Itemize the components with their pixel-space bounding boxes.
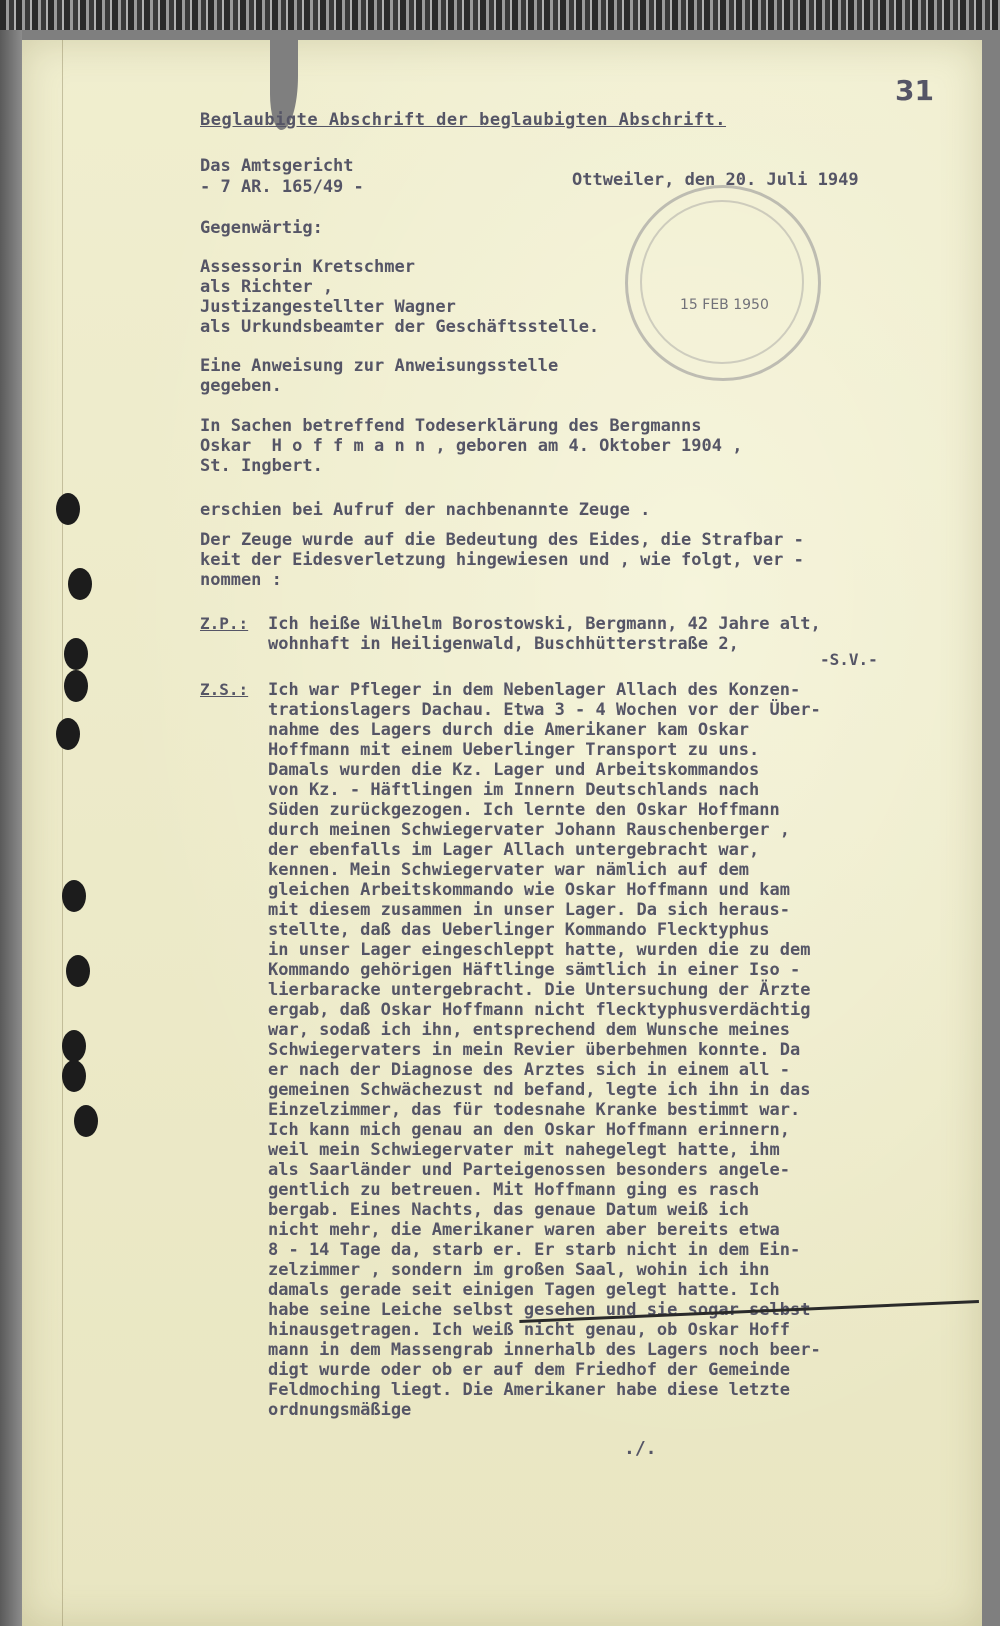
- punch-hole: [56, 493, 80, 525]
- clerk-name: Justizangestellter Wagner: [200, 297, 456, 317]
- punch-hole: [62, 1060, 86, 1092]
- judge-name: Assessorin Kretschmer: [200, 257, 415, 277]
- scan-side-border: [0, 30, 22, 1626]
- punch-hole: [64, 670, 88, 702]
- zs-marker: Z.S.:: [200, 680, 249, 699]
- received-stamp-ring: [640, 200, 804, 364]
- place-date: Ottweiler, den 20. Juli 1949: [572, 170, 859, 190]
- punch-hole: [64, 638, 88, 670]
- oath-text: Der Zeuge wurde auf die Bedeutung des Eides, die Strafbar - keit der Eidesverletzung hingewiesen und , wie folgt, ver - nommen :: [200, 530, 804, 590]
- present-label: Gegenwärtig:: [200, 218, 323, 238]
- statement: [200, 680, 821, 1420]
- page-number: 31: [895, 74, 934, 107]
- court-name: Das Amtsgericht: [200, 156, 354, 176]
- appearance-text: erschien bei Aufruf der nachbenannte Zeuge .: [200, 500, 651, 520]
- punch-hole: [74, 1105, 98, 1137]
- punch-hole: [62, 880, 86, 912]
- officials-block: [200, 257, 599, 337]
- witness-testimony: [200, 614, 821, 1420]
- clerk-role: als Urkundsbeamter der Geschäftsstelle.: [200, 317, 600, 337]
- personal-details: [200, 614, 821, 654]
- judge-role: als Richter ,: [200, 277, 334, 297]
- page-fold-line: [62, 40, 63, 1626]
- sv-mark: -S.V.-: [820, 650, 878, 669]
- punch-hole: [66, 955, 90, 987]
- film-strip-border: [0, 0, 1000, 30]
- punch-hole: [62, 1030, 86, 1062]
- instruction-text: Eine Anweisung zur Anweisungsstelle gegeben.: [200, 356, 559, 396]
- personal-details-text: Ich heiße Wilhelm Borostowski, Bergmann, 42 Jahre alt, wohnhaft in Heiligenwald, Buschhütterstraße 2,: [268, 614, 821, 654]
- punch-hole: [56, 718, 80, 750]
- document-heading: Beglaubigte Abschrift der beglaubigten Abschrift.: [200, 110, 727, 130]
- statement-text: Ich war Pfleger in dem Nebenlager Allach des Konzen- trationslagers Dachau. Etwa 3 - 4 Wochen vor der Über- nahme des Lagers durch die Amerikaner kam Oskar Hoffmann mit einem Ueberlinger Transport zu uns. Damals wurden die Kz. Lager und Arbeitskommandos von Kz. - Häftlingen im Innern Deutschlands nach Süden zurückgezogen. Ich lernte den Oskar Hoffmann durch meinen Schwiegervater Johann Rauschenberger , der ebenfalls im Lager Allach untergebracht war, kennen. Mein Schwiegervater war nämlich auf dem gleichen Arbeitskommando wie Oskar Hoffmann und kam mit diesem zusammen in unser Lager. Da sich heraus- stellte, daß das Ueberlinger Kommando Flecktyphus in unser Lager eingeschleppt hatte, wurden die zu dem Kommando gehörigen Häftlinge sämtlich in einer Iso - lierbaracke untergebracht. Die Untersuchung der Ärzte ergab, daß Oskar Hoffmann nicht flecktyphusverdächtig war, sodaß ich ihn, entsprechend dem Wunsche meines Schwiegervaters in mein Revier überbehmen konnte. Da er nach der Diagnose des Arztes sich in einem all - gemeinen Schwächezust nd befand, legte ich ihn in das Einzelzimmer, das für todesnahe Kranke bestimmt war. Ich kann mich genau an den Oskar Hoffmann erinnern, weil mein Schwiegervater mit nahegelegt hatte, ihm als Saarländer und Parteigenossen besonders angele- gentlich zu betreuen. Mit Hoffmann ging es rasch bergab. Eines Nachts, das genaue Datum weiß ich nicht mehr, die Amerikaner waren aber bereits etwa 8 - 14 Tage da, starb er. Er starb nicht in dem Ein- zelzimmer , sondern im großen Saal, wohin ich ihn damals gerade seit einigen Tagen gelegt hatte. Ich habe seine Leiche selbst gesehen und sie sogar selbst hinausgetragen. Ich weiß nicht genau, ob Oskar Hoff mann in dem Massengrab innerhalb des Lagers noch beer- digt wurde oder ob er auf dem Friedhof der Gemeinde Feldmoching liegt. Die Amerikaner habe diese letzte ordnungsmäßige: [268, 680, 821, 1420]
- stamp-date: 15 FEB 1950: [680, 297, 769, 313]
- continuation-mark: ./.: [624, 1438, 657, 1459]
- zp-marker: Z.P.:: [200, 614, 249, 633]
- punch-hole: [68, 568, 92, 600]
- court-reference: [200, 156, 364, 198]
- matter-text: In Sachen betreffend Todeserklärung des Bergmanns Oskar H o f f m a n n , geboren am 4. Oktober 1904 , St. Ingbert.: [200, 416, 743, 476]
- case-number: - 7 AR. 165/49 -: [200, 177, 364, 197]
